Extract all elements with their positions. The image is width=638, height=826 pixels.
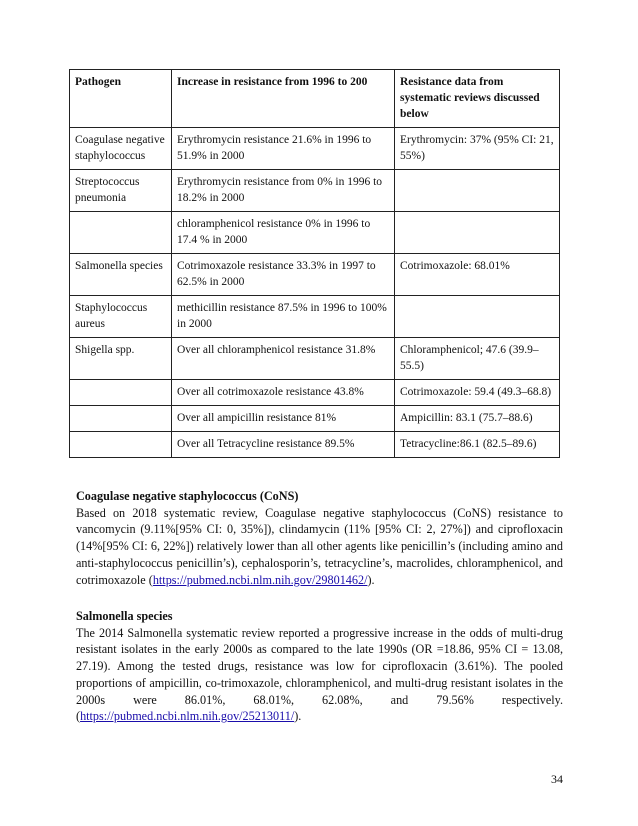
cons-heading: Coagulase negative staphylococcus (CoNS) — [76, 489, 299, 503]
table-row — [70, 212, 560, 254]
cell-review: Cotrimoxazole: 59.4 (49.3–68.8) — [395, 380, 560, 406]
page-number: 34 — [551, 772, 563, 786]
cell-increase: Erythromycin resistance from 0% in 1996 to 18.2% in 2000 — [172, 170, 395, 212]
cell-review: Erythromycin: 37% (95% CI: 21, 55%) — [395, 128, 560, 170]
table-row — [70, 380, 560, 406]
cell-increase: Erythromycin resistance 21.6% in 1996 to 51.9% in 2000 — [172, 128, 395, 170]
salmonella-section — [76, 608, 563, 725]
cell-pathogen: Coagulase negative staphylococcus — [70, 128, 172, 170]
cell-pathogen — [70, 380, 172, 406]
cell-pathogen: Staphylococcus aureus — [70, 296, 172, 338]
cell-pathogen: Shigella spp. — [70, 338, 172, 380]
cell-pathogen: Salmonella species — [70, 254, 172, 296]
cons-tail: ). — [367, 572, 375, 587]
cell-review: Cotrimoxazole: 68.01% — [395, 254, 560, 296]
cell-review — [395, 296, 560, 338]
cell-pathogen — [70, 432, 172, 458]
cell-review: Ampicillin: 83.1 (75.7–88.6) — [395, 406, 560, 432]
cell-pathogen — [70, 212, 172, 254]
table-row — [70, 338, 560, 380]
cell-review: Chloramphenicol; 47.6 (39.9–55.5) — [395, 338, 560, 380]
table-row — [70, 170, 560, 212]
salmonella-paragraph — [76, 625, 563, 725]
salmonella-pubmed-link[interactable]: https://pubmed.ncbi.nlm.nih.gov/25213011/ — [80, 709, 295, 724]
table-row — [70, 406, 560, 432]
cell-increase: Over all ampicillin resistance 81% — [172, 406, 395, 432]
cons-text: Based on 2018 systematic review, Coagulase negative staphylococcus (CoNS) resistance to vancomycin (9.11%[95% CI: 0, 35%]), clindamycin (11% [95% CI: 2, 27%]) and ciprofloxacin (14%[95% CI: 6, 22%]) relatively lower than all other agents like penicillin’s (including amino and anti-staphylococcus penicillin’s), cephalosporin’s, tetracycline’s, macrolides, chloramphenicol, and cotrimoxazole ( — [76, 505, 563, 587]
cell-increase: methicillin resistance 87.5% in 1996 to 100% in 2000 — [172, 296, 395, 338]
table-row — [70, 254, 560, 296]
cell-review — [395, 212, 560, 254]
cell-increase: Over all cotrimoxazole resistance 43.8% — [172, 380, 395, 406]
cell-review — [395, 170, 560, 212]
cell-increase: Cotrimoxazole resistance 33.3% in 1997 to 62.5% in 2000 — [172, 254, 395, 296]
salmonella-heading: Salmonella species — [76, 609, 173, 623]
cell-increase: chloramphenicol resistance 0% in 1996 to 17.4 % in 2000 — [172, 212, 395, 254]
column-header-pathogen: Pathogen — [70, 70, 172, 128]
cell-review: Tetracycline:86.1 (82.5–89.6) — [395, 432, 560, 458]
column-header-increase: Increase in resistance from 1996 to 200 — [172, 70, 395, 128]
salmonella-text: The 2014 Salmonella systematic review reported a progressive increase in the odds of multi-drug resistant isolates in the early 2000s as compared to the late 1990s (OR =18.86, 95% CI = 13.08, 27.19). Among the tested drugs, resistance was low for ciprofloxacin (3.61%). The pooled proportions of ampicillin, co-trimoxazole, chloramphenicol, and multi-drug resistant isolates in the 2000s were 86.01%, 68.01%, 62.08%, and 79.56% respectively. — [76, 625, 563, 707]
salmonella-pre: ( — [76, 709, 81, 724]
table-row — [70, 296, 560, 338]
table-row — [70, 432, 560, 458]
cell-pathogen: Streptococcus pneumonia — [70, 170, 172, 212]
cons-pubmed-link[interactable]: https://pubmed.ncbi.nlm.nih.gov/29801462/ — [152, 572, 368, 587]
salmonella-tail: ). — [294, 709, 302, 724]
resistance-table — [69, 69, 560, 458]
cons-section — [76, 488, 563, 588]
cell-pathogen — [70, 406, 172, 432]
cell-increase: Over all Tetracycline resistance 89.5% — [172, 432, 395, 458]
cons-paragraph — [76, 505, 563, 589]
table-header-row — [70, 70, 560, 128]
column-header-review: Resistance data from systematic reviews discussed below — [395, 70, 560, 128]
cell-increase: Over all chloramphenicol resistance 31.8% — [172, 338, 395, 380]
table-row — [70, 128, 560, 170]
